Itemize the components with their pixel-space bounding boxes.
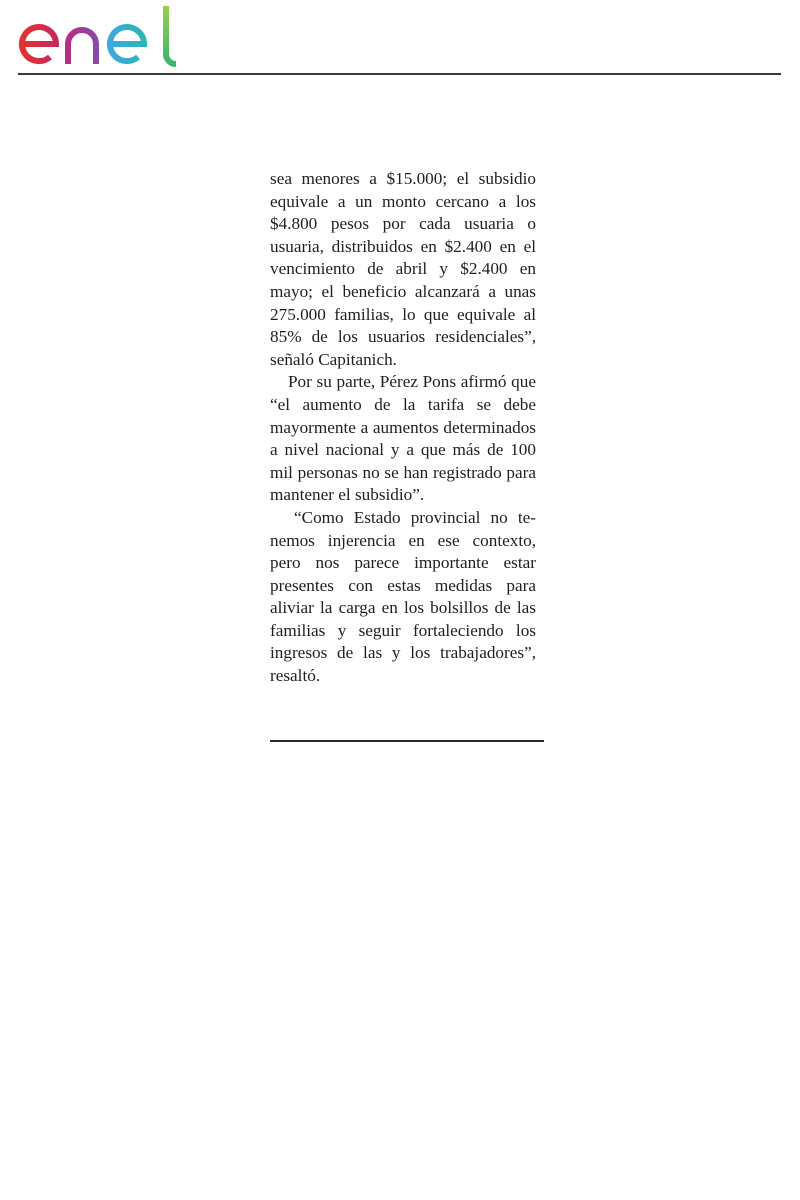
enel-logo (16, 4, 182, 68)
article-end-divider (270, 740, 544, 742)
paragraph-1: sea menores a $15.000; el subsidio equivale a un monto cercano a los $4.800 pesos por cada usuaria o usuaria, distribuidos en $2.400 en el vencimiento de abril y $2.400 en mayo; el beneficio alcanzará a unas 275.000 familias, lo que equivale al 85% de los usuarios residenciales”, señaló Capitanich. (270, 169, 536, 369)
paragraph-3: “Como Estado provincial no tenemos injerencia en ese contexto, pero nos parece importante estar presentes con estas medidas para aliviar la carga en los bolsillos de las familias y seguir fortaleciendo los ingresos de las y los trabajadores”, resaltó. (270, 507, 536, 686)
article-body (270, 168, 536, 688)
page-header (0, 0, 800, 80)
header-divider (18, 73, 781, 75)
paragraph-2: Por su parte, Pérez Pons afirmó que “el aumento de la tarifa se debe mayormente a aumentos determinados a nivel nacional y a que más de 100 mil personas no se han registrado para mantener el subsidio”. (270, 372, 536, 505)
